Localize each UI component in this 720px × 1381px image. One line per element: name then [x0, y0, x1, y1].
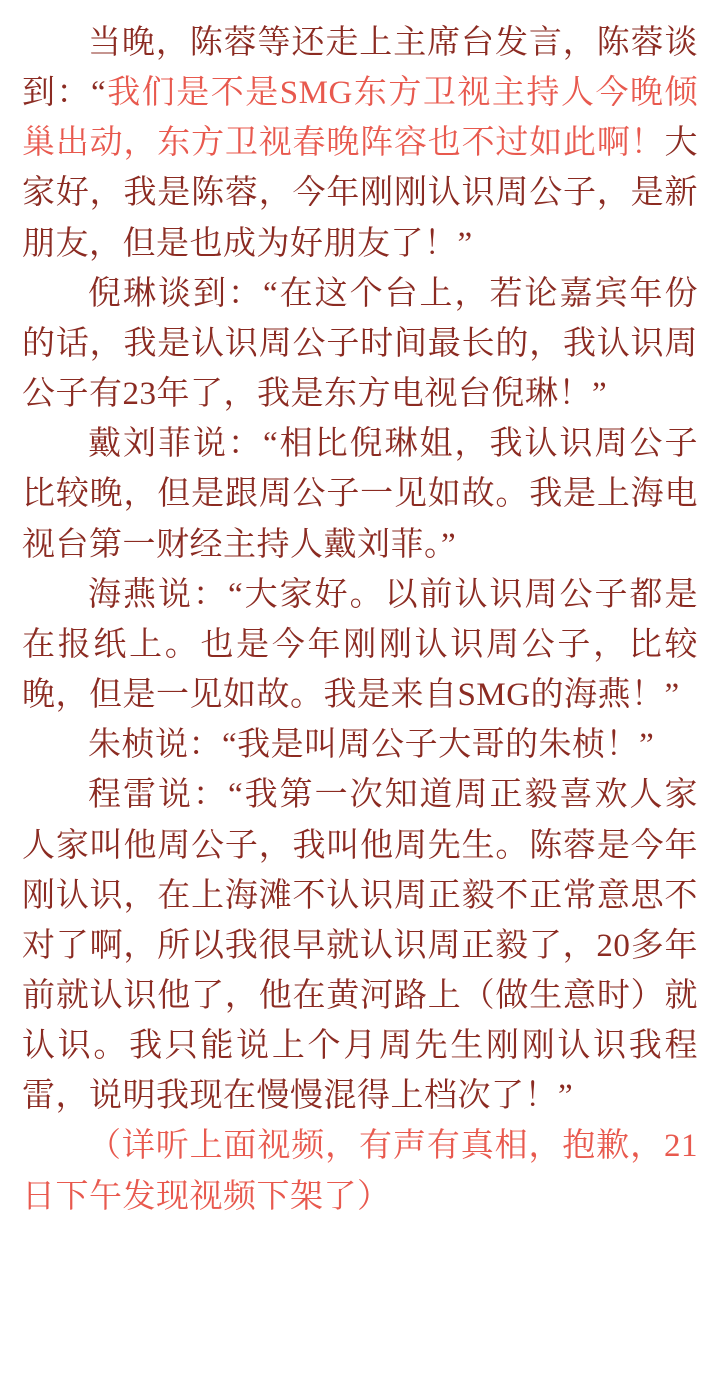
text-segment: 朱桢说：“我是叫周公子大哥的朱桢！” [88, 727, 655, 764]
paragraph-6 [22, 770, 698, 1121]
text-segment: 程雷说：“我第一次知道周正毅喜欢人家人家叫他周公子，我叫他周先生。陈蓉是今年刚认识，在上海滩不认识周正毅不正常意思不对了啊，所以我很早就认识周正毅了，20多年前就认识他了，他在黄河路上（做生意时）就认识。我只能说上个月周先生刚刚认识我程雷，说明我现在慢慢混得上档次了！” [22, 777, 698, 1115]
paragraph-2 [22, 269, 698, 419]
text-segment: 当晚，陈蓉等还走上主席台发言，陈蓉谈到：“ [22, 25, 698, 112]
paragraph-1 [22, 18, 698, 269]
paragraph-4 [22, 570, 698, 720]
text-segment: 大家好，我是陈蓉，今年刚刚认识周公子，是新朋友，但是也成为好朋友了！” [22, 125, 698, 262]
text-segment: 海燕说：“大家好。以前认识周公子都是在报纸上。也是今年刚刚认识周公子，比较晚，但是一见如故。我是来自SMG的海燕！” [22, 576, 698, 714]
paragraph-3 [22, 419, 698, 569]
text-segment: 倪琳谈到：“在这个台上，若论嘉宾年份的话，我是认识周公子时间最长的，我认识周公子有23年了，我是东方电视台倪琳！” [22, 275, 698, 413]
paragraph-7-note [22, 1121, 698, 1221]
text-segment: （详听上面视频，有声有真相，抱歉，21日下午发现视频下架了） [22, 1128, 698, 1215]
text-segment: 戴刘菲说：“相比倪琳姐，我认识周公子比较晚，但是跟周公子一见如故。我是上海电视台第一财经主持人戴刘菲。” [22, 426, 698, 563]
paragraph-5 [22, 720, 698, 770]
text-segment-highlight: 我们是不是SMG东方卫视主持人今晚倾巢出动，东方卫视春晚阵容也不过如此啊！ [22, 75, 698, 162]
